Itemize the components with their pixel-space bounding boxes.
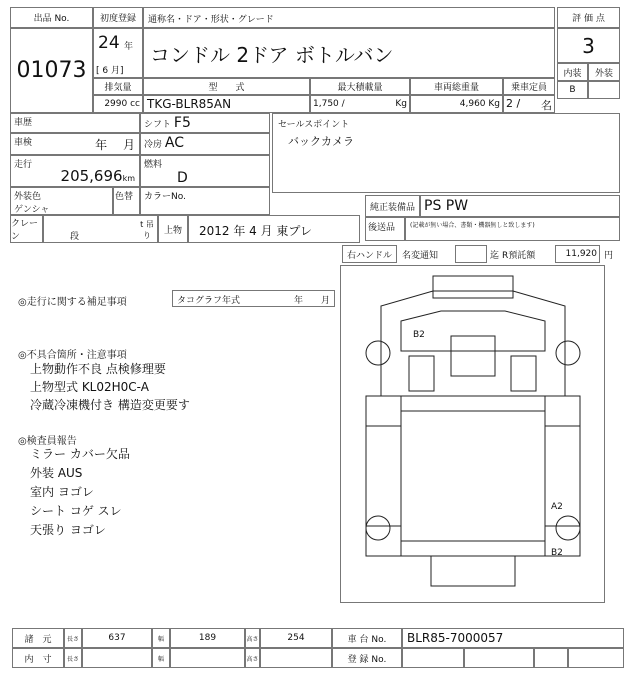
- damage-mark: A2: [551, 502, 563, 512]
- later-label: 後送品: [365, 217, 405, 241]
- gross-weight: 4,960 Kg: [410, 95, 503, 113]
- vehicle-diagram: [340, 265, 605, 603]
- length-label: 長さ: [64, 628, 82, 648]
- color-change-label: 色替: [113, 187, 140, 215]
- height-label: 高さ: [245, 628, 260, 648]
- crane-ton: t 吊り: [140, 220, 154, 240]
- interior-grade: B: [557, 81, 588, 99]
- sales-value: バックカメラ: [288, 135, 354, 148]
- max-load-unit: Kg: [395, 99, 407, 109]
- inspector-item: 外装 AUS: [30, 466, 83, 480]
- inner-height: [260, 648, 332, 668]
- first-reg-label: 初度登録: [93, 7, 143, 28]
- inner-label: 内 寸: [12, 648, 64, 668]
- reg-cell: [568, 648, 624, 668]
- recycle-label: R預託額: [502, 251, 536, 261]
- reg-cell: [534, 648, 568, 668]
- recycle-value: 11,920: [555, 245, 600, 263]
- crane: [43, 215, 158, 243]
- mileage-value: 205,696: [60, 167, 123, 185]
- width-label: 幅: [152, 628, 170, 648]
- width-value: 189: [170, 628, 245, 648]
- color-label: 外装色: [14, 192, 42, 202]
- inspector-item: シート コゲ スレ: [30, 504, 122, 518]
- inner-length-label: 長さ: [64, 648, 82, 668]
- model-label: 型 式: [143, 78, 310, 95]
- shaken-label: 車検: [14, 138, 33, 148]
- capacity-unit: 名: [541, 99, 552, 112]
- body-value: 2012 年 4 月 東プレ: [188, 215, 360, 243]
- color-no-label: カラーNo.: [140, 187, 270, 215]
- shaken-value: 年 月: [95, 138, 135, 152]
- exterior-grade: [588, 81, 620, 99]
- spec-label: 諸 元: [12, 628, 64, 648]
- defects-title: ◎不具合箇所・注意事項: [18, 350, 127, 361]
- truck-outline-icon: [341, 266, 604, 602]
- displacement: 2990 cc: [93, 95, 143, 113]
- reg-cell: [402, 648, 464, 668]
- inspector-item: 室内 ヨゴレ: [30, 485, 94, 499]
- defect-item: 上物動作不良 点検修理要: [30, 362, 166, 376]
- max-load-label: 最大積載量: [310, 78, 410, 95]
- equip-label: 純正装備品: [365, 195, 420, 217]
- yen-label: 円: [604, 251, 614, 261]
- driving-notes-title: ◎走行に関する補足事項: [18, 297, 127, 308]
- lot-label: 出品 No.: [10, 7, 93, 28]
- score-label: 評 価 点: [557, 7, 620, 28]
- inner-length: [82, 648, 152, 668]
- defect-item: 冷蔵冷凍機付き 構造変更要す: [30, 398, 190, 412]
- shaken: [10, 133, 140, 155]
- damage-mark: B2: [551, 548, 563, 558]
- ac: [140, 133, 270, 155]
- fuel-value: D: [177, 170, 188, 186]
- inner-width: [170, 648, 245, 668]
- reg-month: [ 6 月]: [96, 66, 124, 76]
- until-label: 迄: [490, 251, 500, 261]
- length-value: 637: [82, 628, 152, 648]
- shift: [140, 113, 270, 133]
- reg-year: 24: [98, 33, 120, 53]
- name-label: 通称名・ドア・形状・グレード: [143, 7, 555, 28]
- capacity: [503, 95, 555, 113]
- defect-item: 上物型式 KL02H0C-A: [30, 380, 149, 394]
- ac-label: 冷房: [144, 140, 163, 150]
- mileage: [10, 155, 140, 187]
- fuel: [140, 155, 270, 187]
- defects-list: [30, 360, 190, 414]
- rhd-badge: 右ハンドル: [342, 245, 397, 263]
- model: TKG-BLR85AN: [143, 95, 310, 113]
- fuel-label: 燃料: [144, 160, 163, 170]
- lot-number: 01073: [10, 28, 93, 113]
- capacity-label: 乗車定員: [503, 78, 555, 95]
- crane-stage: 段: [70, 232, 80, 242]
- interior-label: 内装: [557, 63, 588, 81]
- gross-label: 車両総重量: [410, 78, 503, 95]
- mileage-unit: km: [122, 174, 135, 183]
- score: 3: [557, 28, 620, 63]
- color: [10, 187, 113, 215]
- tacho-label: タコグラフ年式: [177, 296, 241, 306]
- inspector-item: ミラー カバー欠品: [30, 447, 130, 461]
- damage-mark: B2: [413, 330, 425, 340]
- later-note: (記載が無い場合、書類・機器無しと致します): [405, 217, 620, 241]
- sales-label: セールスポイント: [278, 120, 350, 130]
- first-reg: [93, 28, 143, 78]
- color-value: ゲンシャ: [14, 205, 50, 215]
- history-label: 車歴: [10, 113, 140, 133]
- ac-value: AC: [164, 135, 184, 151]
- inner-height-label: 高さ: [245, 648, 260, 668]
- height-value: 254: [260, 628, 332, 648]
- inspector-title: ◎検査員報告: [18, 436, 77, 447]
- crane-label: クレーン: [10, 215, 43, 243]
- chassis-label: 車 台 No.: [332, 628, 402, 648]
- inspector-list: [30, 445, 130, 540]
- capacity-value: 2 /: [506, 97, 521, 110]
- reg-label: 登 録 No.: [332, 648, 402, 668]
- vehicle-name: コンドル 2ドア ボトルバン: [143, 28, 555, 78]
- tacho: [172, 290, 335, 307]
- max-load-value: 1,750 /: [313, 99, 345, 109]
- reg-cell: [464, 648, 534, 668]
- name-change-box: [455, 245, 487, 263]
- displacement-label: 排気量: [93, 78, 143, 95]
- name-change-label: 名変通知: [402, 251, 439, 261]
- exterior-label: 外装: [588, 63, 620, 81]
- inner-width-label: 幅: [152, 648, 170, 668]
- reg-year-unit: 年: [124, 42, 134, 52]
- inspector-item: 天張り ヨゴレ: [30, 523, 106, 537]
- tacho-value: 年 月: [293, 296, 330, 306]
- shift-value: F5: [173, 115, 191, 131]
- mileage-label: 走行: [14, 160, 33, 170]
- body-label: 上物: [158, 215, 188, 243]
- max-load: [310, 95, 410, 113]
- shift-label: シフト: [144, 120, 172, 130]
- sales-point: [272, 113, 620, 193]
- equip-value: PS PW: [420, 195, 620, 217]
- chassis-number: BLR85-7000057: [402, 628, 624, 648]
